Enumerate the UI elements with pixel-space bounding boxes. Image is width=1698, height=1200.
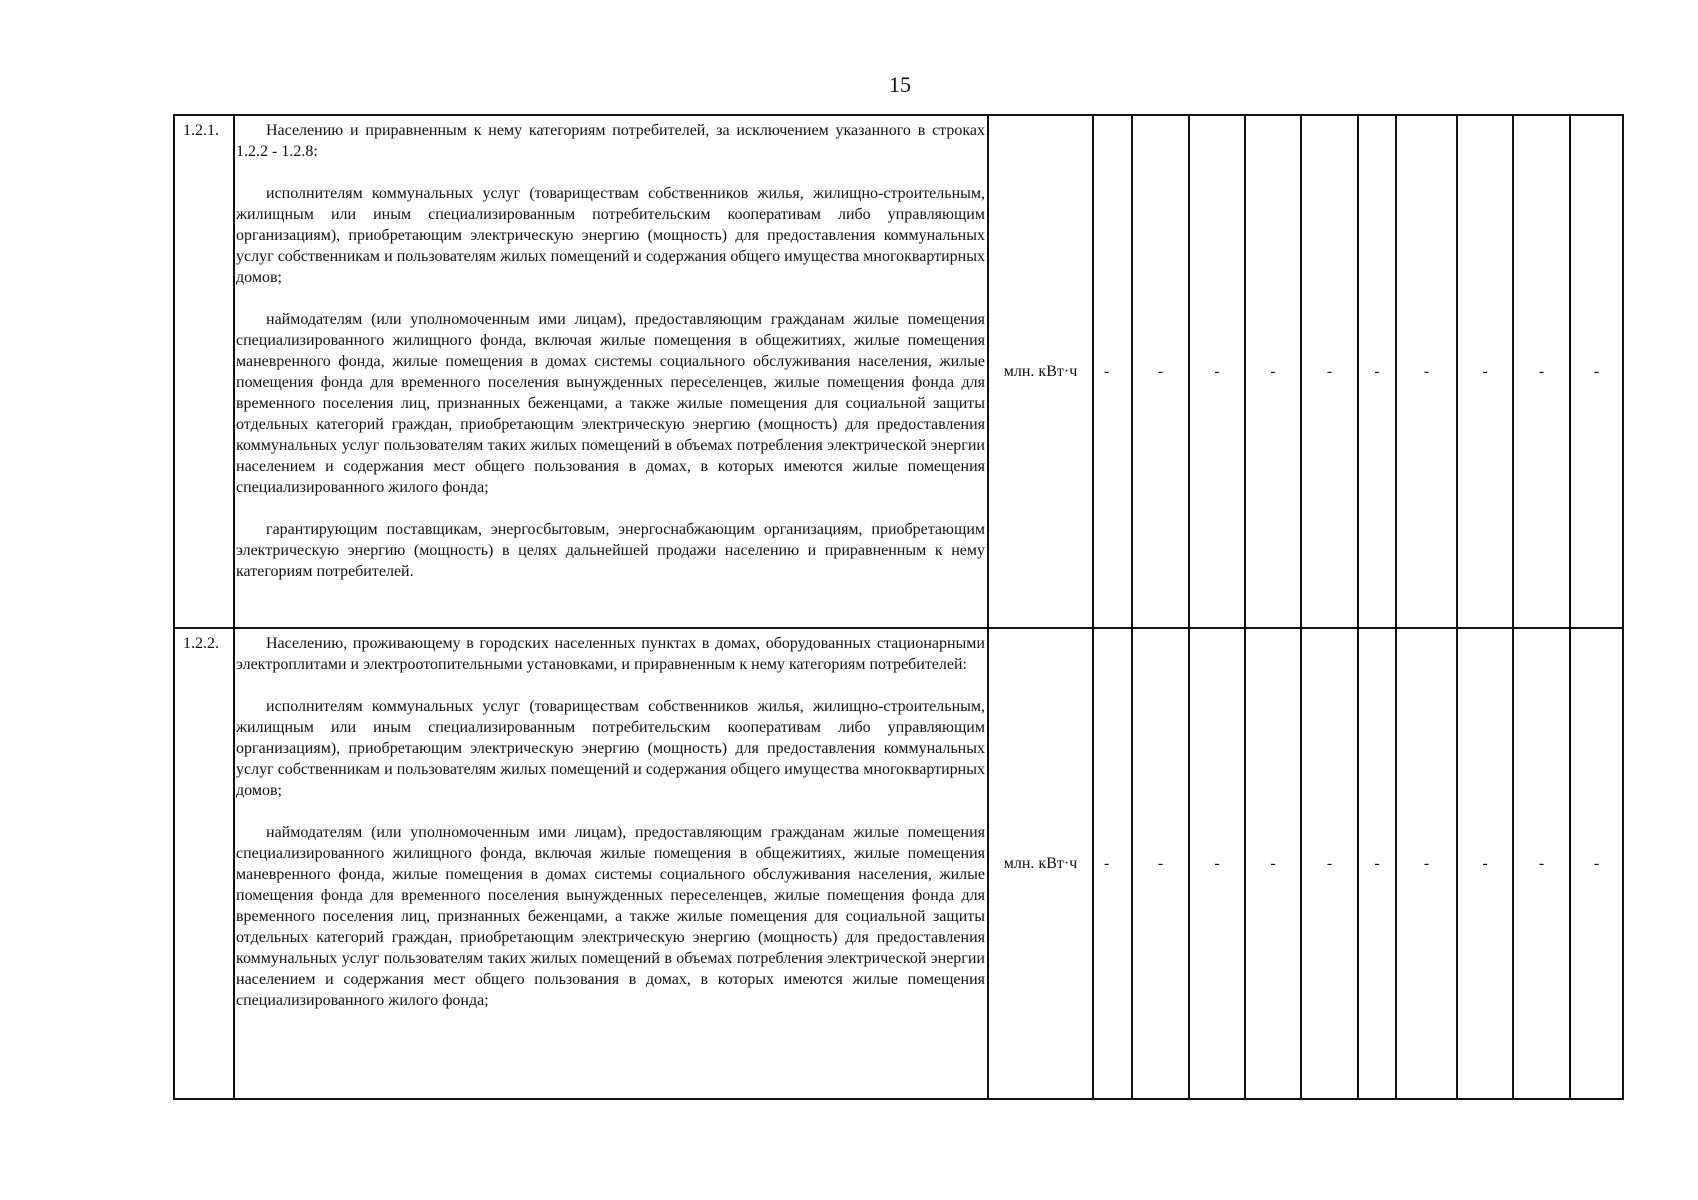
value-cell: - bbox=[1457, 115, 1513, 628]
description-paragraph: исполнителям коммунальных услуг (товариществам собственников жилья, жилищно-строительным, жилищным или иным специализированным потребительским кооперативам либо управляющим организациям), приобретающим электрическую энергию (мощность) для предоставления коммунальных услуг собственникам и пользователям жилых помещений и содержания общего имущества многоквартирных домов; bbox=[236, 698, 985, 799]
table-body bbox=[174, 115, 1623, 1099]
row-code: 1.2.2. bbox=[174, 628, 234, 1099]
value-cell: - bbox=[1301, 628, 1358, 1099]
value-cell: - bbox=[1457, 628, 1513, 1099]
value-cell: - bbox=[1132, 115, 1189, 628]
description-paragraph: наймодателям (или уполномоченным ими лицам), предоставляющим гражданам жилые помещения специализированного жилищного фонда, включая жилые помещения в общежитиях, жилые помещения маневренного фонда, жилые помещения в домах системы социального обслуживания населения, жилые помещения фонда для временного поселения вынужденных переселенцев, жилые помещения фонда для временного поселения лиц, признанных беженцами, а также жилые помещения для социальной защиты отдельных категорий граждан, приобретающим электрическую энергию (мощность) для предоставления коммунальных услуг пользователям таких жилых помещений в объемах потребления электрической энергии населением и содержания мест общего пользования в домах, в которых имеются жилые помещения специализированного жилого фонда; bbox=[236, 311, 985, 496]
tariff-table bbox=[173, 114, 1624, 1100]
value-cell: - bbox=[1358, 115, 1396, 628]
row-code: 1.2.1. bbox=[174, 115, 234, 628]
row-unit: млн. кВт·ч bbox=[988, 628, 1093, 1099]
row-unit: млн. кВт·ч bbox=[988, 115, 1093, 628]
value-cell: - bbox=[1396, 628, 1457, 1099]
description-paragraph: гарантирующим поставщикам, энергосбытовым, энергоснабжающим организациям, приобретающим электрическую энергию (мощность) в целях дальнейшей продажи населению и приравненным к нему категориям потребителей. bbox=[236, 521, 985, 580]
value-cell: - bbox=[1245, 628, 1301, 1099]
value-cell: - bbox=[1570, 115, 1623, 628]
value-cell: - bbox=[1245, 115, 1301, 628]
description-paragraph: наймодателям (или уполномоченным ими лицам), предоставляющим гражданам жилые помещения специализированного жилищного фонда, включая жилые помещения в общежитиях, жилые помещения маневренного фонда, жилые помещения в домах системы социального обслуживания населения, жилые помещения фонда для временного поселения вынужденных переселенцев, жилые помещения фонда для временного поселения лиц, признанных беженцами, а также жилые помещения для социальной защиты отдельных категорий граждан, приобретающим электрическую энергию (мощность) для предоставления коммунальных услуг пользователям таких жилых помещений в объемах потребления электрической энергии населением и содержания мест общего пользования в домах, в которых имеются жилые помещения специализированного жилого фонда; bbox=[236, 824, 985, 1009]
value-cell: - bbox=[1132, 628, 1189, 1099]
value-cell: - bbox=[1513, 628, 1570, 1099]
table-row bbox=[174, 115, 1623, 628]
value-cell: - bbox=[1093, 628, 1132, 1099]
description-paragraph: исполнителям коммунальных услуг (товариществам собственников жилья, жилищно-строительным, жилищным или иным специализированным потребительским кооперативам либо управляющим организациям), приобретающим электрическую энергию (мощность) для предоставления коммунальных услуг собственникам и пользователям жилых помещений и содержания общего имущества многоквартирных домов; bbox=[236, 185, 985, 286]
table-row bbox=[174, 628, 1623, 1099]
page-number: 15 bbox=[889, 72, 911, 97]
row-description bbox=[234, 115, 988, 628]
row-description bbox=[234, 628, 988, 1099]
description-paragraph: Населению, проживающему в городских населенных пунктах в домах, оборудованных стационарными электроплитами и электроотопительными установками, и приравненным к нему категориям потребителей: bbox=[236, 635, 985, 673]
value-cell: - bbox=[1093, 115, 1132, 628]
value-cell: - bbox=[1358, 628, 1396, 1099]
value-cell: - bbox=[1513, 115, 1570, 628]
value-cell: - bbox=[1396, 115, 1457, 628]
value-cell: - bbox=[1570, 628, 1623, 1099]
value-cell: - bbox=[1301, 115, 1358, 628]
value-cell: - bbox=[1189, 628, 1245, 1099]
description-paragraph: Населению и приравненным к нему категориям потребителей, за исключением указанного в строках 1.2.2 - 1.2.8: bbox=[236, 122, 985, 160]
value-cell: - bbox=[1189, 115, 1245, 628]
